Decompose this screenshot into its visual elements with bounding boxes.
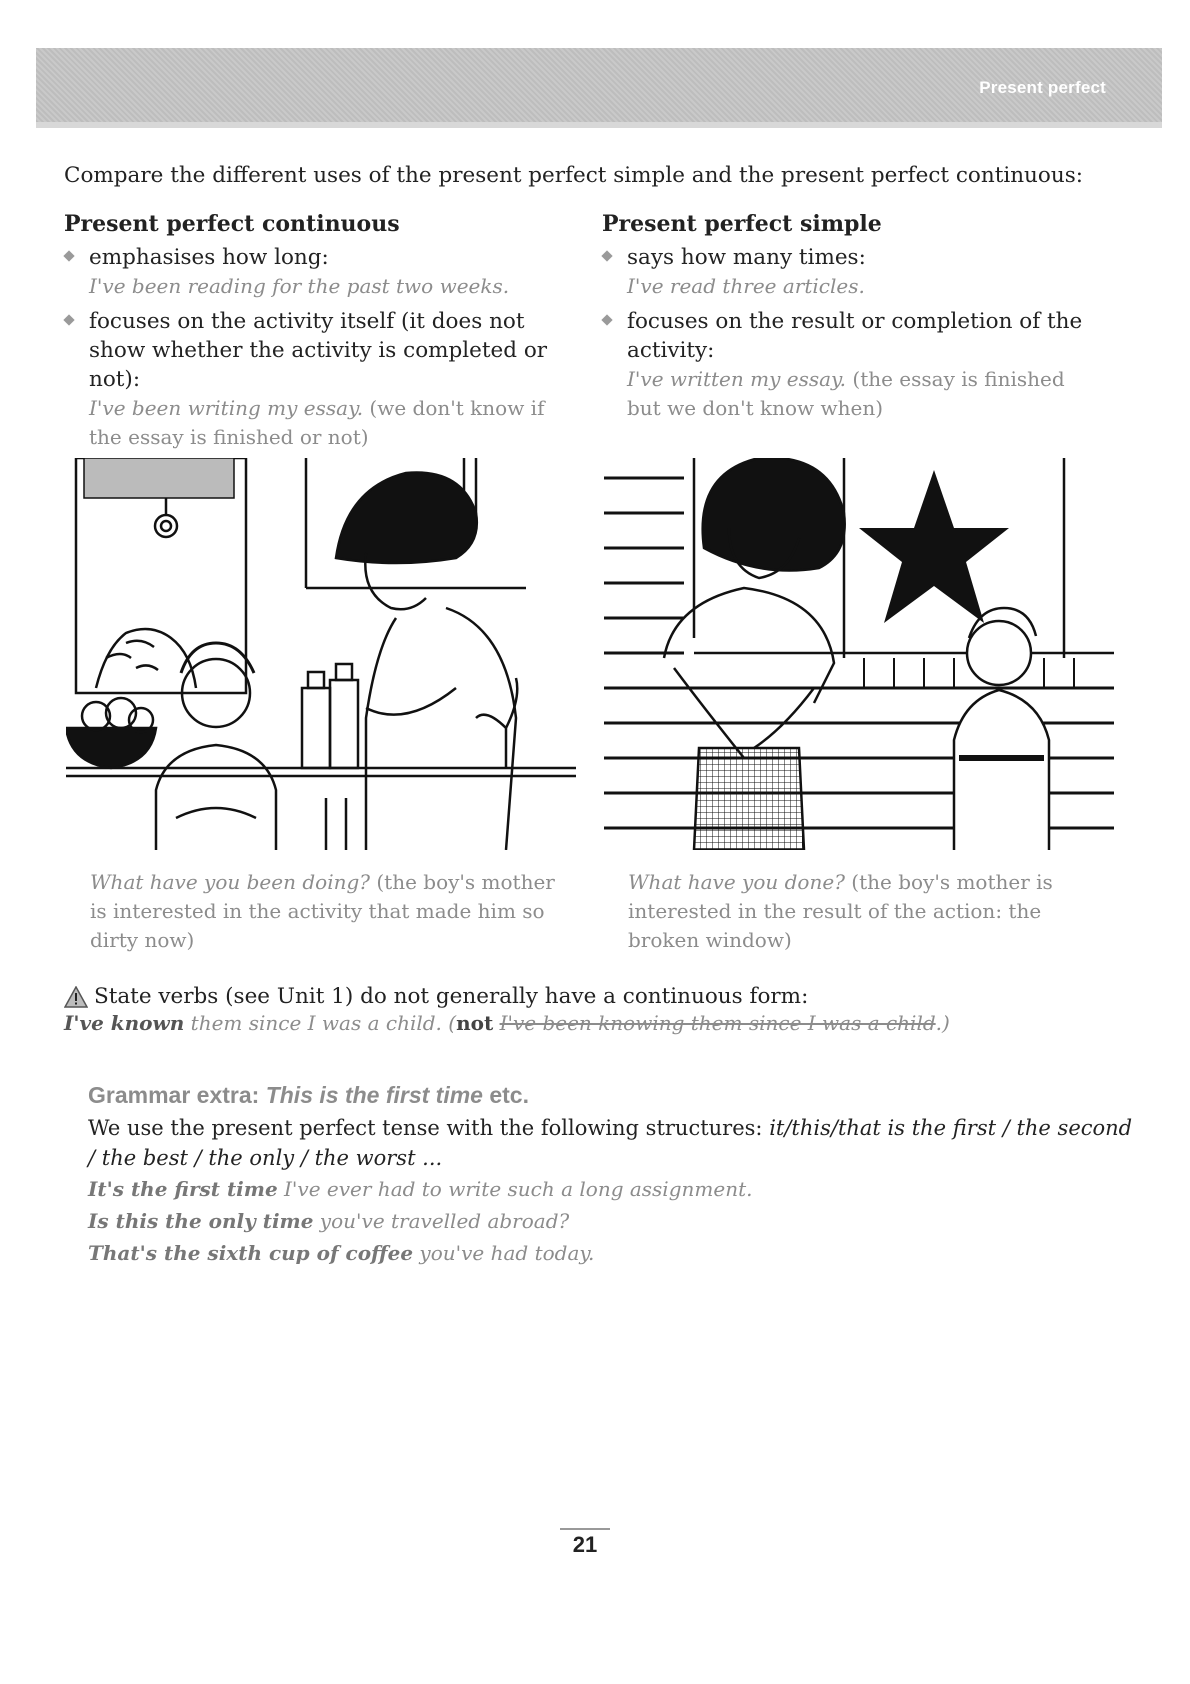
state-verbs-note: State verbs (see Unit 1) do not generally have a continuous form: I've known them since I was a child. (not I've been knowing them since I was a child.) — [64, 984, 950, 1035]
list-item: emphasises how long: I've been reading for the past two weeks. — [64, 243, 564, 301]
header-band — [36, 48, 1162, 128]
intro-text: Compare the different uses of the present perfect simple and the present perfect continuous: — [64, 163, 1083, 188]
list-item: focuses on the activity itself (it does not show whether the activity is completed or not): I've been writing my essay. (we don't know if the essay is finished or not) — [64, 307, 564, 452]
diamond-bullet-icon — [63, 314, 74, 325]
grammar-extra-title: Grammar extra: This is the first time etc. — [88, 1082, 529, 1108]
simple-column — [602, 211, 1102, 429]
grammar-extra-body: We use the present perfect tense with the following structures: it/this/that is the first / the second / the best / the only / the worst ... — [88, 1116, 1133, 1170]
simple-heading: Present perfect simple — [602, 211, 882, 237]
list-item: says how many times: I've read three articles. — [602, 243, 1102, 301]
list-item: focuses on the result or completion of the activity: I've written my essay. (the essay is finished but we don't know when) — [602, 307, 1102, 423]
grammar-extra-box — [88, 1082, 1138, 1269]
list-item: That's the sixth cup of coffee you've had today. — [88, 1241, 595, 1265]
diamond-bullet-icon — [601, 314, 612, 325]
continuous-caption: What have you been doing? (the boy's mother is interested in the activity that made him so dirty now) — [90, 870, 555, 952]
simple-caption: What have you done? (the boy's mother is interested in the result of the action: the broken window) — [628, 870, 1053, 952]
page-number: 21 — [560, 1528, 610, 1558]
list-item: It's the first time I've ever had to write such a long assignment. — [88, 1177, 753, 1201]
diamond-bullet-icon — [63, 250, 74, 261]
broken-window-illustration — [604, 458, 1114, 850]
warning-triangle-icon — [64, 986, 88, 1008]
section-title: Present perfect — [979, 78, 1106, 97]
kitchen-illustration — [66, 458, 576, 850]
continuous-heading: Present perfect continuous — [64, 211, 400, 237]
continuous-column — [64, 211, 564, 458]
diamond-bullet-icon — [601, 250, 612, 261]
list-item: Is this the only time you've travelled abroad? — [88, 1209, 570, 1233]
